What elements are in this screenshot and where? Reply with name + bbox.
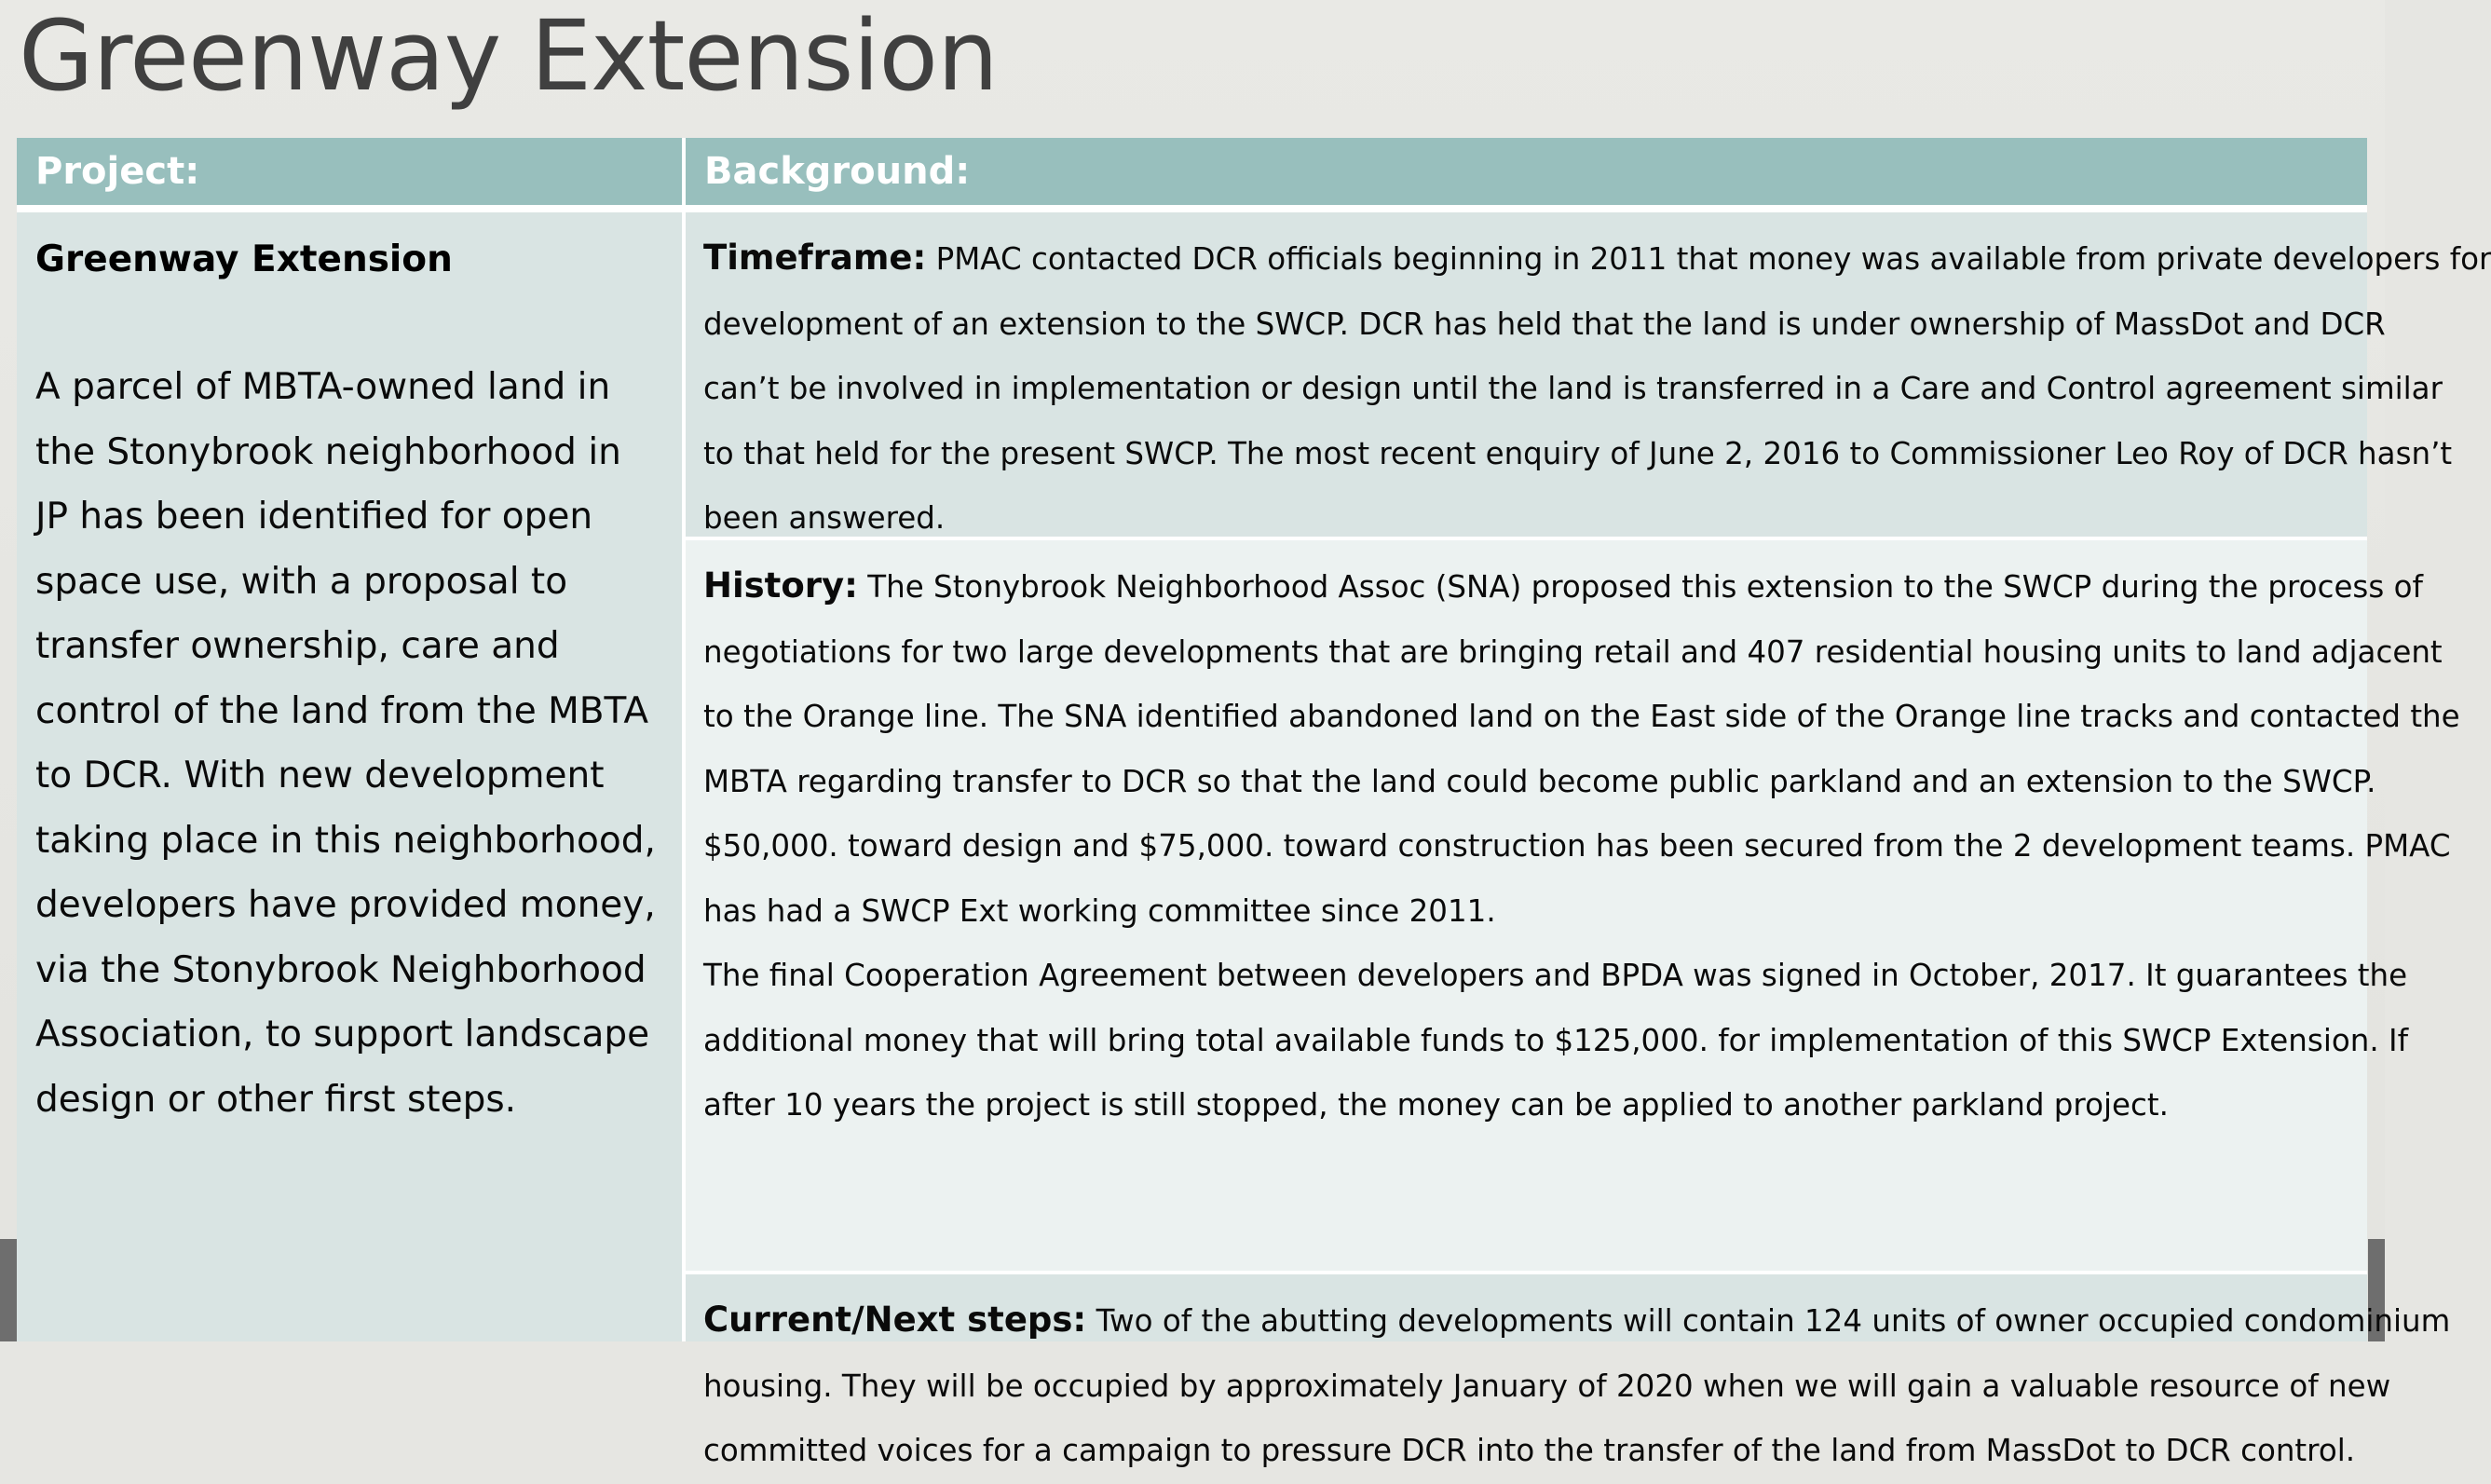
next-steps-text: Two of the abutting developments will contain 124 units of owner occupied condominium	[1086, 1303, 2451, 1339]
project-description-line: to DCR. With new development	[35, 755, 605, 796]
next-steps-label: Current/Next steps:	[703, 1300, 1087, 1340]
history-text: has had a SWCP Ext working committee since 2011.	[703, 892, 1496, 929]
header-background: Background:	[704, 150, 971, 193]
timeframe-cell	[686, 212, 2491, 537]
header-project: Project:	[35, 150, 200, 193]
history-text: to the Orange line. The SNA identified abandoned land on the East side of the Orange line tracks and contacted the	[703, 699, 2460, 734]
timeframe-label: Timeframe:	[703, 238, 927, 278]
project-description-line: space use, with a proposal to	[35, 560, 568, 603]
timeframe-text: been answered.	[703, 500, 946, 536]
timeframe-text: development of an extension to the SWCP. DCR has held that the land is under ownership of MassDot and DCR	[703, 306, 2386, 342]
slide-title: Greenway Extension	[19, 0, 998, 113]
project-description	[35, 355, 665, 1132]
project-description-line: the Stonybrook neighborhood in	[35, 430, 621, 473]
project-description-line: developers have provided money,	[35, 884, 656, 926]
timeframe-text: PMAC contacted DCR officials beginning in 2011 that money was available from private developers for	[926, 241, 2491, 277]
slide-edge-left	[0, 1239, 17, 1341]
project-description-line: Association, to support landscape	[35, 1014, 650, 1055]
project-description-line: via the Stonybrook Neighborhood	[35, 948, 647, 991]
history-text: additional money that will bring total available funds to $125,000. for implementation of this SWCP Extension. If	[703, 1022, 2409, 1058]
project-description-line: control of the land from the MBTA	[35, 689, 649, 732]
history-text: negotiations for two large developments that are bringing retail and 407 residential housing units to land adjacent	[703, 633, 2443, 670]
history-text: MBTA regarding transfer to DCR so that the land could become public parkland and an extension to the SWCP.	[703, 763, 2376, 799]
history-text: The final Cooperation Agreement between developers and BPDA was signed in October, 2017. It guarantees the	[703, 958, 2408, 993]
project-description-line: JP has been identified for open	[35, 496, 593, 538]
table-header-row	[17, 138, 2367, 205]
history-text: The Stonybrook Neighborhood Assoc (SNA) proposed this extension to the SWCP during the process of	[857, 569, 2423, 605]
next-steps-text: housing. They will be occupied by approximately January of 2020 when we will gain a valuable resource of new	[703, 1368, 2391, 1404]
project-table	[17, 138, 2491, 1468]
project-description-line: design or other first steps.	[35, 1078, 517, 1121]
project-name: Greenway Extension	[35, 238, 453, 280]
history-cell	[686, 540, 2460, 1271]
project-description-line: transfer ownership, care and	[35, 625, 560, 667]
history-text: after 10 years the project is still stopped, the money can be applied to another parkland project.	[703, 1087, 2169, 1123]
next-steps-text: committed voices for a campaign to pressure DCR into the transfer of the land from MassDot to DCR control.	[703, 1433, 2356, 1468]
project-description-line: A parcel of MBTA-owned land in	[35, 366, 611, 408]
history-text: $50,000. toward design and $75,000. toward construction has been secured from the 2 development teams. PMAC	[703, 828, 2451, 864]
timeframe-text: to that held for the present SWCP. The most recent enquiry of June 2, 2016 to Commissioner Leo Roy of DCR hasn’t	[703, 435, 2453, 471]
project-description-line: taking place in this neighborhood,	[35, 819, 656, 862]
history-label: History:	[703, 565, 858, 606]
project-cell	[17, 212, 682, 1341]
timeframe-text: can’t be involved in implementation or design until the land is transferred in a Care and Control agreement similar	[703, 371, 2443, 406]
next-steps-cell	[686, 1274, 2451, 1468]
